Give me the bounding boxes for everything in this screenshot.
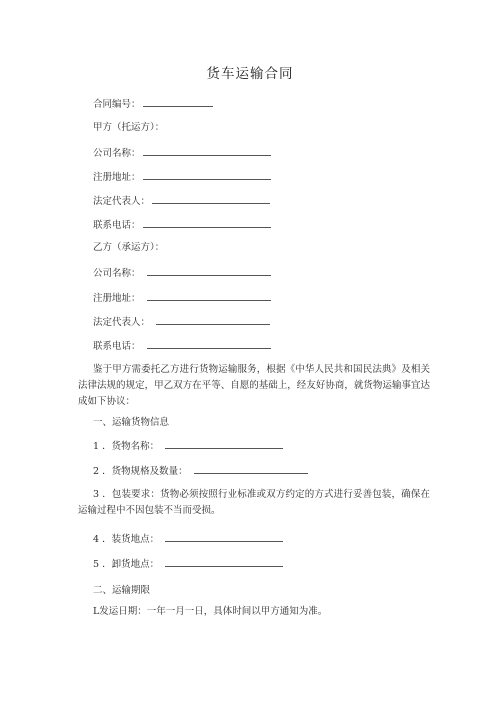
party-b-address-label: 注册地址： <box>93 293 141 304</box>
goods-spec-label: 2 ．货物规格及数量： <box>93 466 188 477</box>
goods-name-field[interactable] <box>165 439 283 449</box>
packaging-paragraph: 3 ．包装要求：货物必须按照行业标准或双方约定的方式进行妥善包装，确保在运输过程中不因包装不当而受损。 <box>78 489 430 516</box>
contract-number-field[interactable] <box>143 97 213 107</box>
party-a-phone-label: 联系电话： <box>93 220 141 231</box>
party-a-rep-field[interactable] <box>152 194 270 204</box>
section-2-heading: 二、运输期限 <box>93 585 151 596</box>
party-b-company-line <box>93 266 271 280</box>
party-b-company-field[interactable] <box>147 266 271 276</box>
party-b-phone-field[interactable] <box>147 339 271 349</box>
party-a-address-field[interactable] <box>143 170 271 180</box>
loading-place-label: 4 ．装货地点： <box>93 534 160 545</box>
party-b-address-field[interactable] <box>147 291 271 301</box>
contract-number-line <box>93 97 213 111</box>
party-a-heading: 甲方（托运方）： <box>93 122 165 133</box>
party-b-rep-field[interactable] <box>156 315 270 325</box>
goods-spec-field[interactable] <box>194 464 308 474</box>
party-a-phone-field[interactable] <box>143 218 271 228</box>
unloading-place-line <box>93 557 283 571</box>
party-a-address-label: 注册地址： <box>93 172 141 183</box>
party-a-rep-label: 法定代表人： <box>93 196 151 207</box>
unloading-place-field[interactable] <box>165 557 283 567</box>
section-1-heading: 一、运输货物信息 <box>93 417 170 428</box>
party-b-company-label: 公司名称： <box>93 268 141 279</box>
contract-number-label: 合同编号： <box>93 99 141 110</box>
party-a-company-line <box>93 146 271 160</box>
dispatch-date-line: L发运日期：一年一月一日，具体时间以甲方通知为准。 <box>93 606 328 617</box>
party-a-company-label: 公司名称： <box>93 148 141 159</box>
party-b-address-line <box>93 291 271 305</box>
unloading-place-label: 5 ．卸货地点： <box>93 559 160 570</box>
party-a-company-field[interactable] <box>143 146 271 156</box>
party-a-phone-line <box>93 218 271 232</box>
party-b-phone-label: 联系电话： <box>93 341 141 352</box>
goods-spec-line <box>93 464 308 478</box>
document-title: 货车运输合同 <box>206 66 294 82</box>
goods-name-label: 1 ．货物名称： <box>93 441 160 452</box>
loading-place-field[interactable] <box>165 532 283 542</box>
goods-name-line <box>93 439 283 453</box>
party-b-rep-label: 法定代表人： <box>93 317 151 328</box>
party-a-address-line <box>93 170 271 184</box>
party-b-heading: 乙方（承运方）： <box>93 242 165 253</box>
loading-place-line <box>93 532 283 546</box>
party-b-phone-line <box>93 339 271 353</box>
party-a-rep-line <box>93 194 270 208</box>
preamble-paragraph: 鉴于甲方需委托乙方进行货物运输服务，根据《中华人民共和国民法典》及相关法律法规的规定，甲乙双方在平等、自愿的基础上，经友好协商，就货物运输事宜达成如下协议： <box>78 364 430 407</box>
party-b-rep-line <box>93 315 270 329</box>
